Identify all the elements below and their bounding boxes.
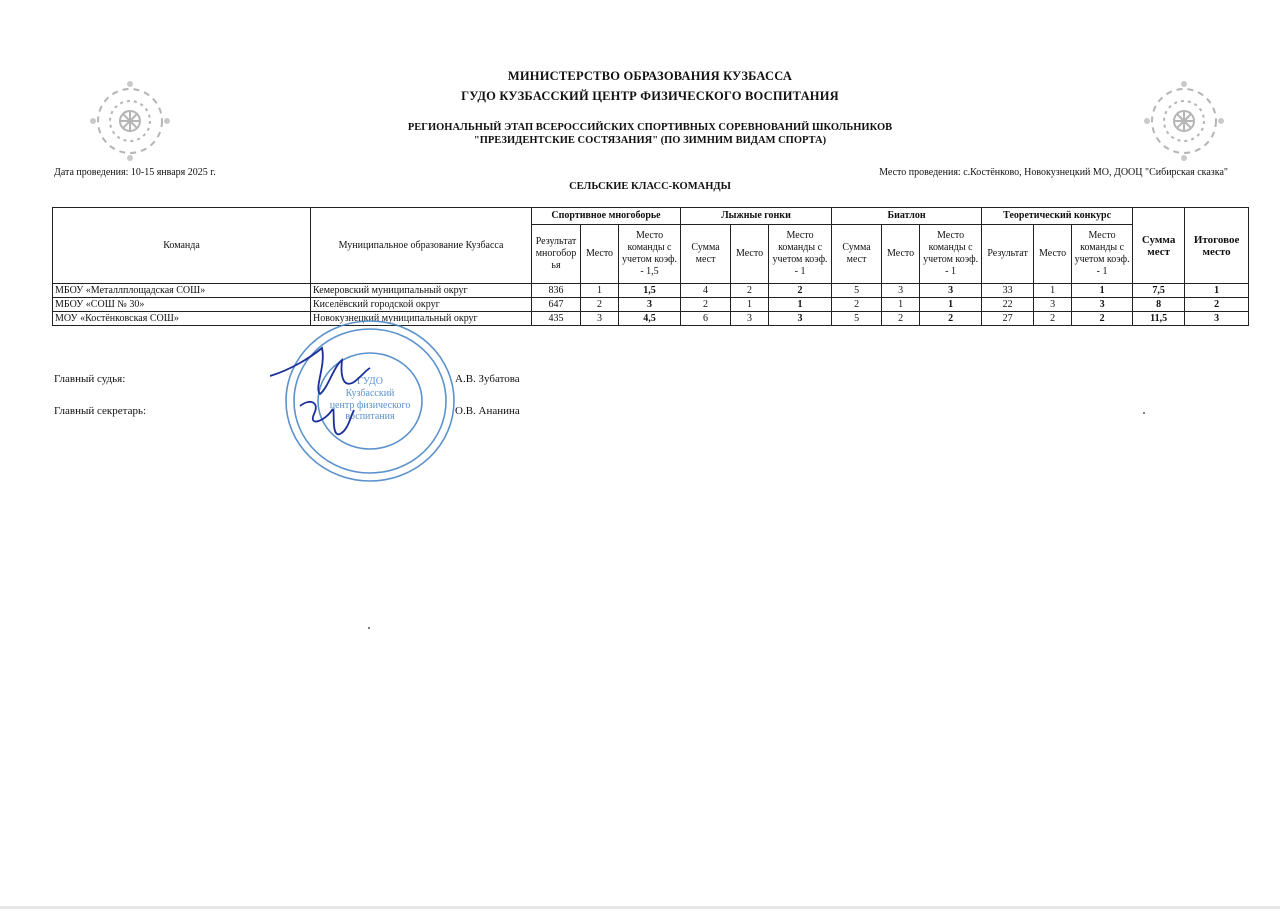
team-cell: МОУ «Костёнковская СОШ» — [53, 312, 311, 326]
event-title-line2: "ПРЕЗИДЕНТСКИЕ СОСТЯЗАНИЯ" (ПО ЗИМНИМ ВИДАМ СПОРТА) — [473, 135, 827, 145]
chief-secretary-name: О.В. Ананина — [455, 405, 520, 417]
results-table — [52, 207, 1249, 326]
scan-speck — [1143, 412, 1145, 414]
header-sub: Сумма мест — [681, 225, 731, 284]
value-cell: 4,5 — [619, 312, 681, 326]
value-cell: 1 — [581, 284, 619, 298]
header-sum: Сумма мест — [1133, 208, 1185, 284]
value-cell: 1,5 — [619, 284, 681, 298]
municipality-cell: Кемеровский муниципальный округ — [311, 284, 532, 298]
value-cell: 1 — [882, 298, 920, 312]
header-sub: Результат — [982, 225, 1034, 284]
value-cell: 4 — [681, 284, 731, 298]
value-cell: 3 — [769, 312, 832, 326]
header-group: Спортивное многоборье — [532, 208, 681, 225]
value-cell: 5 — [832, 284, 882, 298]
header-sub: Место команды с учетом коэф. - 1 — [1072, 225, 1133, 284]
value-cell: 1 — [769, 298, 832, 312]
team-cell: МБОУ «Металлплощадская СОШ» — [53, 284, 311, 298]
header-team: Команда — [53, 208, 311, 284]
event-title-line1: РЕГИОНАЛЬНЫЙ ЭТАП ВСЕРОССИЙСКИХ СПОРТИВНЫХ СОРЕВНОВАНИЙ ШКОЛЬНИКОВ — [407, 122, 893, 133]
header-group: Биатлон — [832, 208, 982, 225]
header-sub: Место команды с учетом коэф. - 1 — [920, 225, 982, 284]
value-cell: 3 — [882, 284, 920, 298]
value-cell: 2 — [681, 298, 731, 312]
stamp-text: Кузбасский — [345, 388, 395, 399]
value-cell: 435 — [532, 312, 581, 326]
value-cell: 836 — [532, 284, 581, 298]
header-group: Теоретический конкурс — [982, 208, 1133, 225]
final-place-cell: 3 — [1185, 312, 1249, 326]
value-cell: 1 — [920, 298, 982, 312]
value-cell: 3 — [731, 312, 769, 326]
value-cell: 22 — [982, 298, 1034, 312]
official-stamp — [270, 318, 456, 484]
municipality-cell: Киселёвский городской округ — [311, 298, 532, 312]
scan-speck — [368, 627, 370, 629]
table-row — [53, 312, 1249, 326]
header-group: Лыжные гонки — [681, 208, 832, 225]
value-cell: 1 — [731, 298, 769, 312]
value-cell: 3 — [619, 298, 681, 312]
team-cell: МБОУ «СОШ № 30» — [53, 298, 311, 312]
scan-edge — [0, 906, 1280, 909]
sum-cell: 8 — [1133, 298, 1185, 312]
value-cell: 2 — [769, 284, 832, 298]
value-cell: 5 — [832, 312, 882, 326]
value-cell: 3 — [920, 284, 982, 298]
value-cell: 2 — [1034, 312, 1072, 326]
value-cell: 2 — [832, 298, 882, 312]
sum-cell: 11,5 — [1133, 312, 1185, 326]
value-cell: 2 — [1072, 312, 1133, 326]
header-final: Итоговое место — [1185, 208, 1249, 284]
event-place: Место проведения: с.Костёнково, Новокузнецкий МО, ДООЦ "Сибирская сказка" — [879, 167, 1228, 178]
header-municipality: Муниципальное образование Кузбасса — [311, 208, 532, 284]
value-cell: 3 — [581, 312, 619, 326]
chief-judge-name: А.В. Зубатова — [455, 373, 520, 385]
header-sub: Место — [1034, 225, 1072, 284]
value-cell: 33 — [982, 284, 1034, 298]
value-cell: 2 — [581, 298, 619, 312]
header-sub: Место команды с учетом коэф. - 1 — [769, 225, 832, 284]
value-cell: 6 — [681, 312, 731, 326]
chief-judge-label: Главный судья: — [54, 373, 126, 385]
header-sub: Результат многобор ья — [532, 225, 581, 284]
event-date: Дата проведения: 10-15 января 2025 г. — [54, 167, 216, 178]
center-title: ГУДО КУЗБАССКИЙ ЦЕНТР ФИЗИЧЕСКОГО ВОСПИТАНИЯ — [461, 89, 839, 103]
ministry-title: МИНИСТЕРСТВО ОБРАЗОВАНИЯ КУЗБАССА — [507, 69, 793, 83]
category-title: СЕЛЬСКИЕ КЛАСС-КОМАНДЫ — [569, 181, 731, 192]
header-sub: Место — [731, 225, 769, 284]
value-cell: 3 — [1072, 298, 1133, 312]
final-place-cell: 1 — [1185, 284, 1249, 298]
header-sub: Сумма мест — [832, 225, 882, 284]
chief-secretary-label: Главный секретарь: — [54, 405, 147, 417]
value-cell: 27 — [982, 312, 1034, 326]
value-cell: 2 — [920, 312, 982, 326]
municipality-cell: Новокузнецкий муниципальный округ — [311, 312, 532, 326]
final-place-cell: 2 — [1185, 298, 1249, 312]
table-row — [53, 298, 1249, 312]
stamp-text: ГУДО — [357, 376, 383, 387]
table-row — [53, 284, 1249, 298]
value-cell: 1 — [1034, 284, 1072, 298]
value-cell: 647 — [532, 298, 581, 312]
header-sub: Место команды с учетом коэф. - 1,5 — [619, 225, 681, 284]
sum-cell: 7,5 — [1133, 284, 1185, 298]
stamp-text: центр физического — [329, 400, 411, 411]
header-sub: Место — [581, 225, 619, 284]
value-cell: 3 — [1034, 298, 1072, 312]
value-cell: 1 — [1072, 284, 1133, 298]
stamp-text: воспитания — [345, 411, 395, 422]
header-sub: Место — [882, 225, 920, 284]
value-cell: 2 — [731, 284, 769, 298]
value-cell: 2 — [882, 312, 920, 326]
